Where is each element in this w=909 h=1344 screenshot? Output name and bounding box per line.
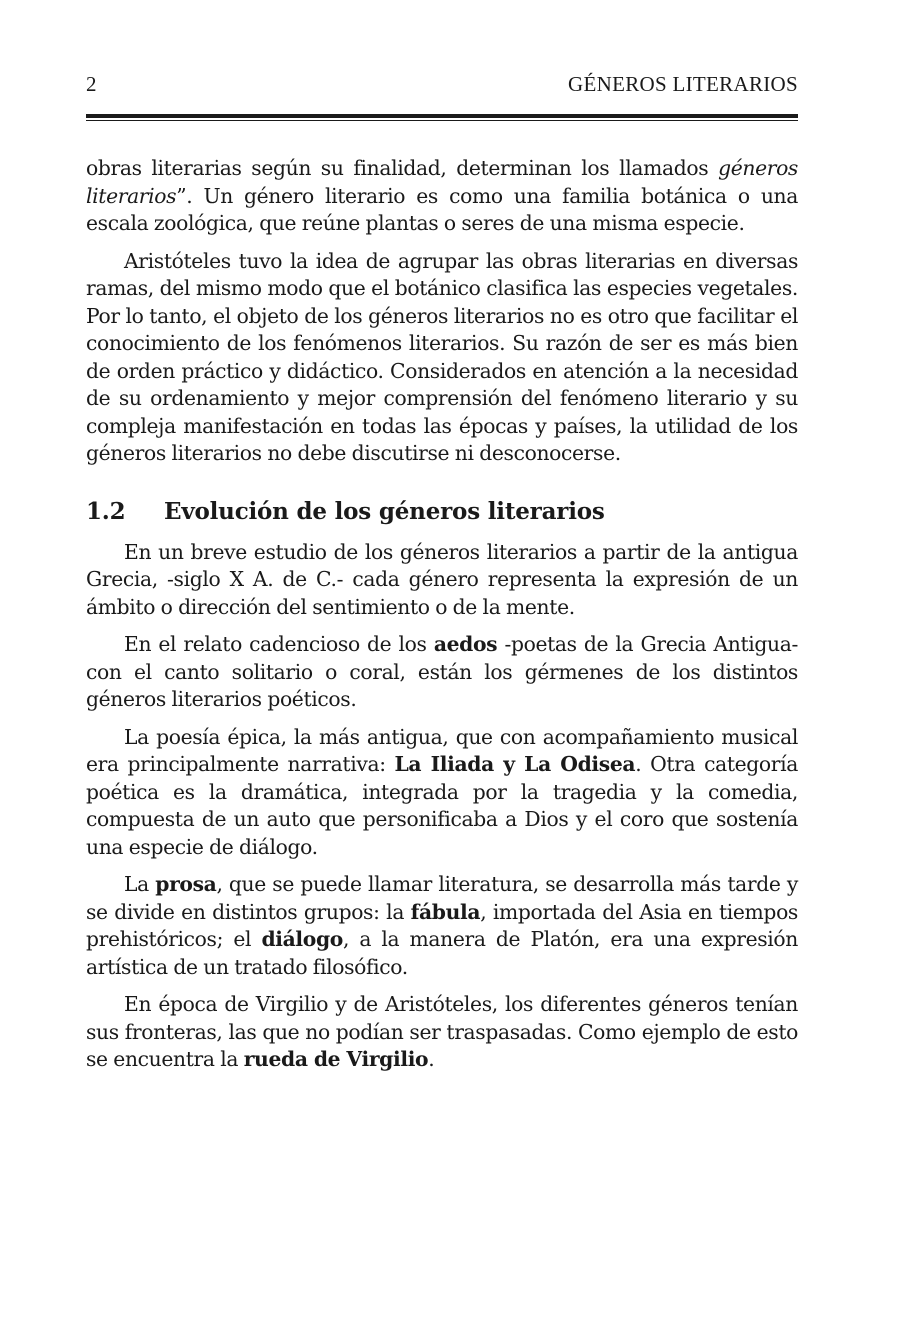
bold-term: diálogo: [261, 927, 343, 951]
book-page: [86, 72, 798, 1084]
paragraph-4: En el relato cadencioso de los aedos -poetas de la Grecia Antigua- con el canto solitario o coral, están los gérmenes de los distintos géneros literarios poéticos.: [86, 632, 798, 711]
running-header: [86, 72, 798, 110]
bold-term: La Iliada y La Odisea: [394, 752, 636, 776]
page-number: 2: [86, 72, 97, 96]
header-rule-thin: [86, 120, 798, 121]
paragraph-3: En un breve estudio de los géneros literarios a partir de la antigua Grecia, -siglo X A. de C.- cada género representa la expresión de un ámbito o dirección del sentimiento o de la mente.: [86, 539, 798, 619]
paragraph-7: En época de Virgilio y de Aristóteles, los diferentes géneros tenían sus fronteras, las que no podían ser traspasadas. Como ejemplo de esto se encuentra la rueda de Virgilio.: [86, 992, 798, 1071]
italic-term: géneros literarios: [86, 156, 798, 208]
bold-term: rueda de Virgilio: [243, 1047, 429, 1071]
header-rule-thick: [86, 114, 798, 118]
bold-term: prosa: [155, 872, 217, 896]
running-title: GÉNEROS LITERARIOS: [568, 72, 798, 96]
page-body: [86, 155, 798, 1074]
paragraph-5: La poesía épica, la más antigua, que con acompañamiento musical era principalmente narrativa: La Iliada y La Odisea. Otra categoría poética es la dramática, integrada por la tragedia y la comedia, compuesta de un auto que personificaba a Dios y el coro que sostenía una especie de diálogo.: [86, 724, 798, 859]
paragraph-2: Aristóteles tuvo la idea de agrupar las obras literarias en diversas ramas, del mismo modo que el botánico clasifica las especies vegetales. Por lo tanto, el objeto de los géneros literarios no es otro que facilitar el conocimiento de los fenómenos literarios. Su razón de ser es más bien de orden práctico y didáctico. Considerados en atención a la necesidad de su ordenamiento y mejor comprensión del fenómeno literario y su compleja manifestación en todas las épocas y países, la utilidad de los géneros literarios no debe discutirse ni desconocerse.: [86, 248, 798, 465]
paragraph-1: obras literarias según su finalidad, determinan los llamados géneros literarios”. Un género literario es como una familia botánica o una escala zoológica, que reúne plantas o seres de una misma especie.: [86, 156, 798, 235]
bold-term: aedos: [433, 632, 498, 656]
bold-term: fábula: [410, 899, 481, 924]
section-number: 1.2: [86, 497, 126, 525]
paragraph-6: La prosa, que se puede llamar literatura, se desarrolla más tarde y se divide en distintos grupos: la fábula, importada del Asia en tiempos prehistóricos; el diálogo, a la manera de Platón, era una expresión artística de un tratado filosófico.: [86, 872, 798, 979]
section-title: Evolución de los géneros literarios: [164, 497, 605, 525]
section-heading: [86, 498, 798, 525]
